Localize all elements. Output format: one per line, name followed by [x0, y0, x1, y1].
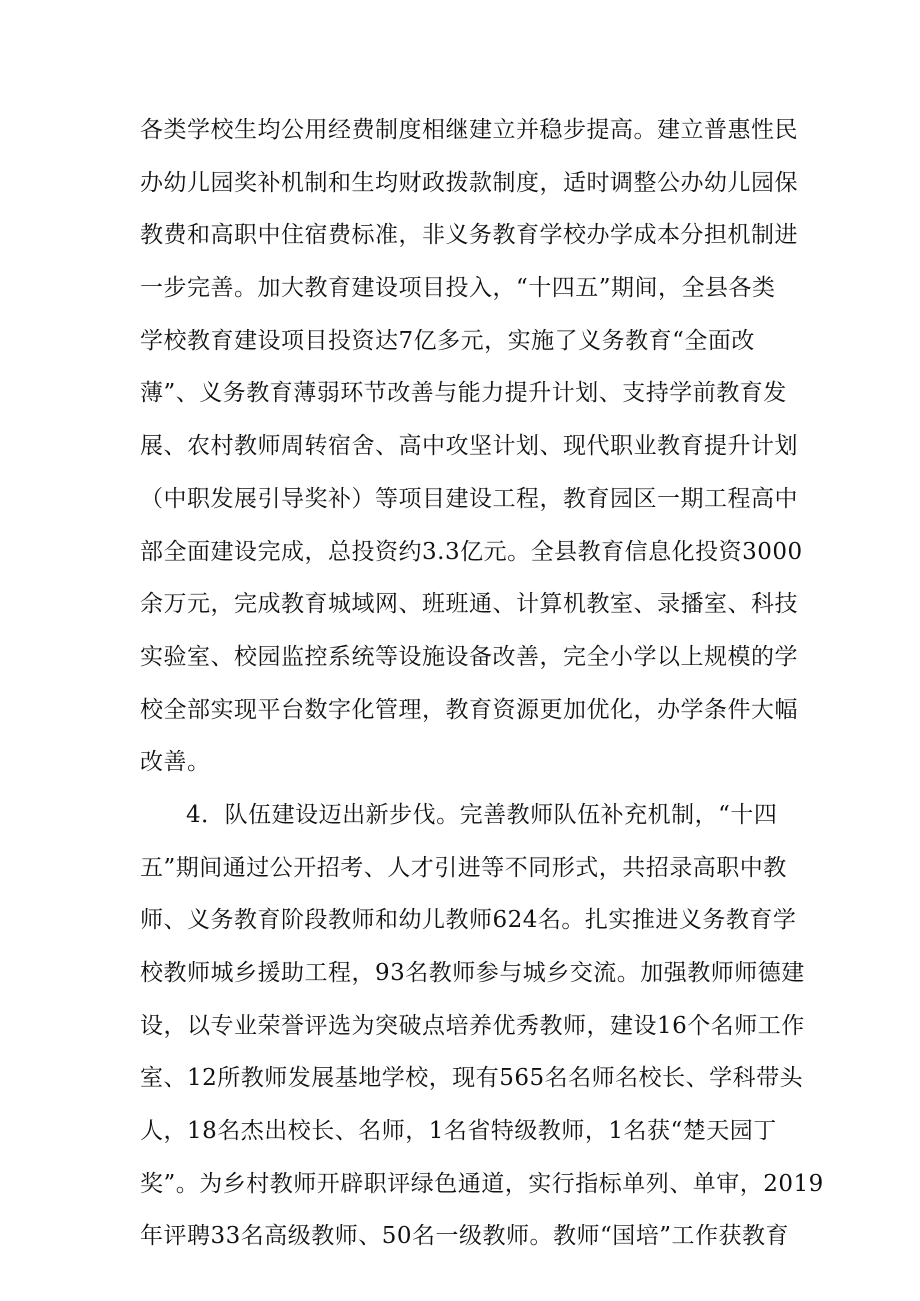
- text-line: 五”期间通过公开招考、人才引进等不同形式，共招录高职中教: [140, 854, 787, 881]
- text-line: 部全面建设完成，总投资约3.3亿元。全县教育信息化投资3000: [140, 538, 803, 565]
- text-line: 各类学校生均公用经费制度相继建立并稳步提高。建立普惠性民: [140, 117, 798, 143]
- text-line: 设，以专业荣誉评选为突破点培养优秀教师，建设16个名师工作: [140, 1012, 805, 1039]
- text-line: 学校教育建设项目投资达7亿多元，实施了义务教育“全面改: [140, 327, 755, 354]
- text-line: 一步完善。加大教育建设项目投入，“十四五”期间，全县各类: [140, 275, 776, 302]
- text-line: 年评聘33名高级教师、50名一级教师。教师“国培”工作获教育: [140, 1223, 790, 1250]
- text-line: 办幼儿园奖补机制和生均财政拨款制度，适时调整公办幼儿园保: [140, 169, 798, 196]
- text-line: 奖”。为乡村教师开辟职评绿色通道，实行指标单列、单审，2019: [140, 1170, 824, 1197]
- text-line: 师、义务教育阶段教师和幼儿教师624名。扎实推进义务教育学: [140, 907, 797, 934]
- body-text: [140, 104, 824, 1263]
- text-line: 改善。: [140, 749, 211, 776]
- text-line: 展、农村教师周转宿舍、高中攻坚计划、现代职业教育提升计划: [140, 433, 798, 460]
- text-line: （中职发展引导奖补）等项目建设工程，教育园区一期工程高中: [140, 485, 798, 512]
- text-line: 室、12所教师发展基地学校，现有565名名师名校长、学科带头: [140, 1065, 804, 1092]
- text-line: 校全部实现平台数字化管理，教育资源更加优化，办学条件大幅: [140, 696, 798, 723]
- text-line: 薄”、义务教育薄弱环节改善与能力提升计划、支持学前教育发: [140, 380, 787, 407]
- text-line: 余万元，完成教育城域网、班班通、计算机教室、录播室、科技: [140, 591, 798, 618]
- text-line: 实验室、校园监控系统等设施设备改善，完全小学以上规模的学: [140, 643, 798, 670]
- section-heading-line: 4．队伍建设迈出新步伐。完善教师队伍补充机制，“十四: [186, 801, 778, 828]
- text-line: 人，18名杰出校长、名师，1名省特级教师，1名获“楚天园丁: [140, 1118, 777, 1145]
- text-line: 校教师城乡援助工程，93名教师参与城乡交流。加强教师师德建: [140, 960, 805, 986]
- text-line: 教费和高职中住宿费标准，非义务教育学校办学成本分担机制进: [140, 222, 798, 249]
